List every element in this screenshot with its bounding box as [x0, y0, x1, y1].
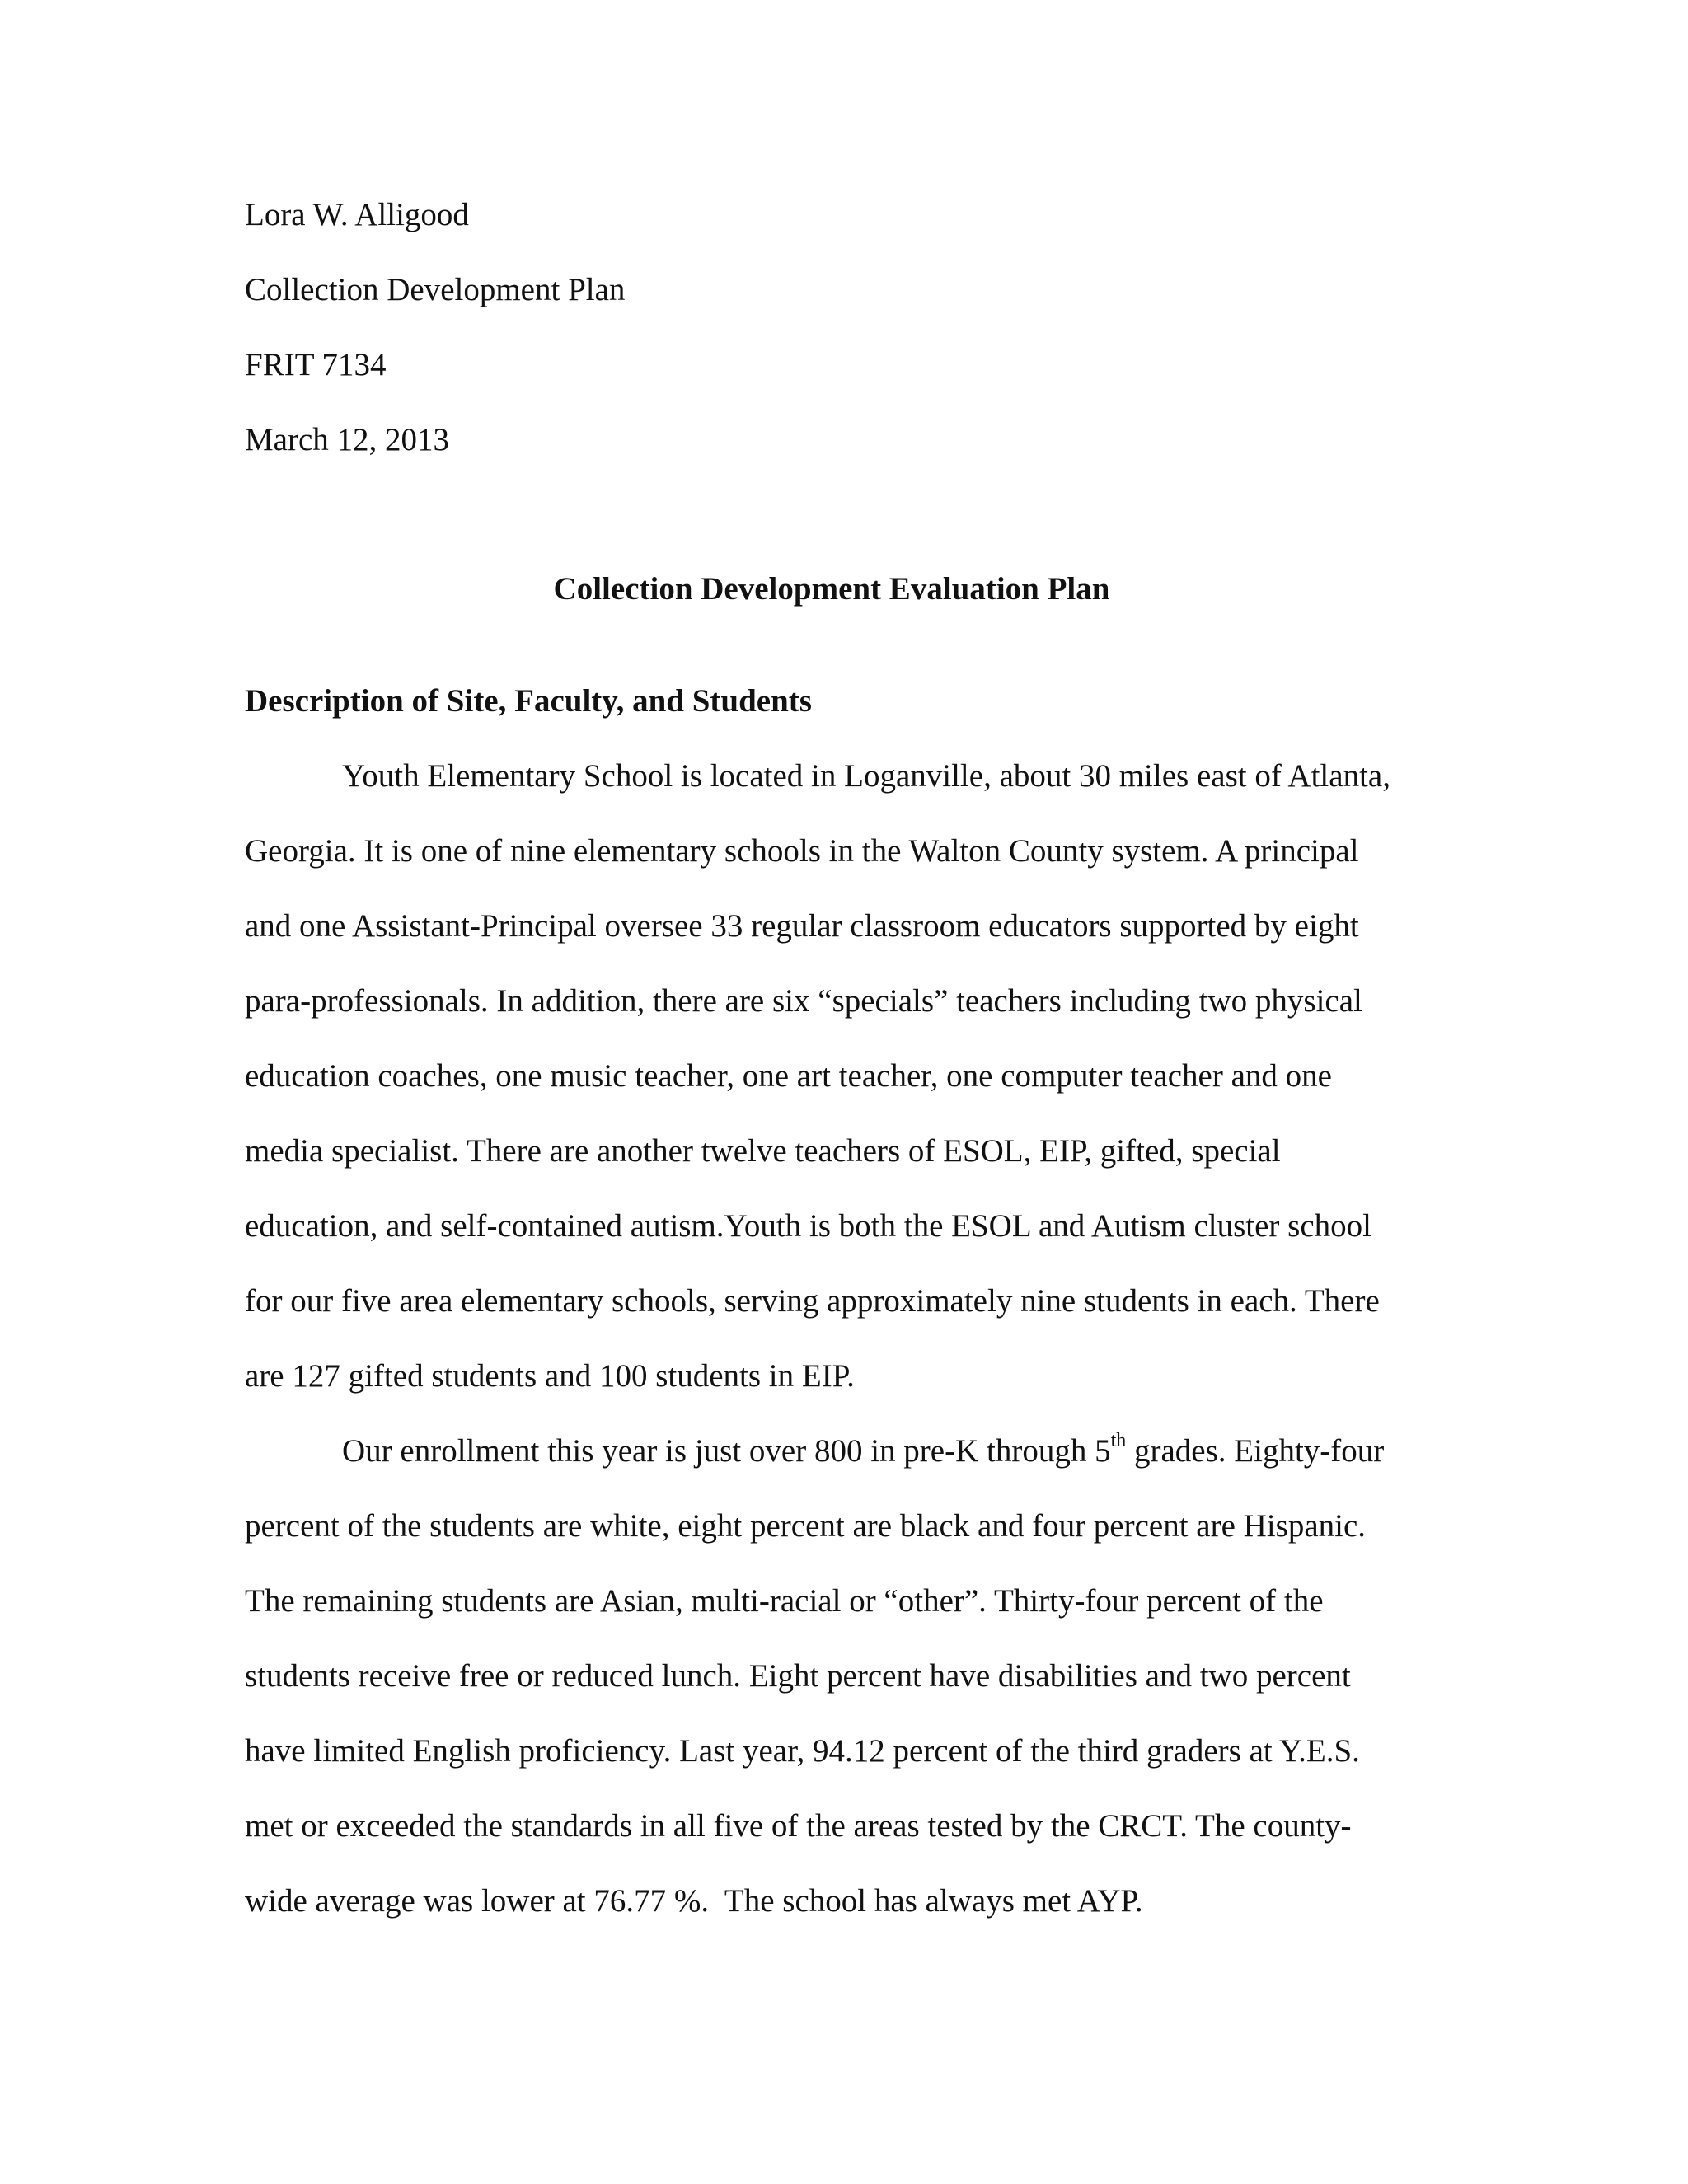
paragraph-1-line: media specialist. There are another twelve teachers of ESOL, EIP, gifted, special	[245, 1133, 1281, 1169]
document-date: March 12, 2013	[245, 422, 450, 457]
paragraph-2-line: students receive free or reduced lunch. Eight percent have disabilities and two percent	[245, 1658, 1351, 1694]
author-name: Lora W. Alligood	[245, 197, 469, 232]
paragraph-1-line: education, and self-contained autism.Youth is both the ESOL and Autism cluster school	[245, 1208, 1372, 1244]
paragraph-1-line: education coaches, one music teacher, one art teacher, one computer teacher and one	[245, 1058, 1332, 1094]
paragraph-2-line: percent of the students are white, eight percent are black and four percent are Hispanic.	[245, 1508, 1367, 1544]
paragraph-1-line: Georgia. It is one of nine elementary schools in the Walton County system. A principal	[245, 833, 1359, 869]
section-heading: Description of Site, Faculty, and Students	[245, 683, 812, 719]
paragraph-1-line: para-professionals. In addition, there are six “specials” teachers including two physical	[245, 983, 1362, 1019]
course-code: FRIT 7134	[245, 347, 387, 382]
paragraph-2-line: wide average was lower at 76.77 %. The school has always met AYP.	[245, 1883, 1143, 1919]
line-text-before: Our enrollment this year is just over 800 in pre-K through 5	[342, 1433, 1111, 1469]
paragraph-1-line: are 127 gifted students and 100 students in EIP.	[245, 1358, 855, 1394]
line-text-after: grades. Eighty-four	[1126, 1433, 1385, 1469]
paragraph-2-first-line	[342, 1431, 1384, 1472]
paragraph-1-line: for our five area elementary schools, serving approximately nine students in each. There	[245, 1283, 1380, 1319]
paragraph-2-line: have limited English proficiency. Last year, 94.12 percent of the third graders at Y.E.S.	[245, 1733, 1360, 1769]
paragraph-1-line: and one Assistant-Principal oversee 33 regular classroom educators supported by eight	[245, 908, 1359, 944]
paragraph-2-line: met or exceeded the standards in all five of the areas tested by the CRCT. The county-	[245, 1808, 1352, 1844]
paragraph-1-line: Youth Elementary School is located in Loganville, about 30 miles east of Atlanta,	[342, 758, 1390, 794]
ordinal-superscript: th	[1110, 1430, 1127, 1451]
assignment-name: Collection Development Plan	[245, 272, 626, 307]
page-title: Collection Development Evaluation Plan	[553, 571, 1110, 607]
paragraph-2-line: The remaining students are Asian, multi-racial or “other”. Thirty-four percent of the	[245, 1583, 1324, 1619]
